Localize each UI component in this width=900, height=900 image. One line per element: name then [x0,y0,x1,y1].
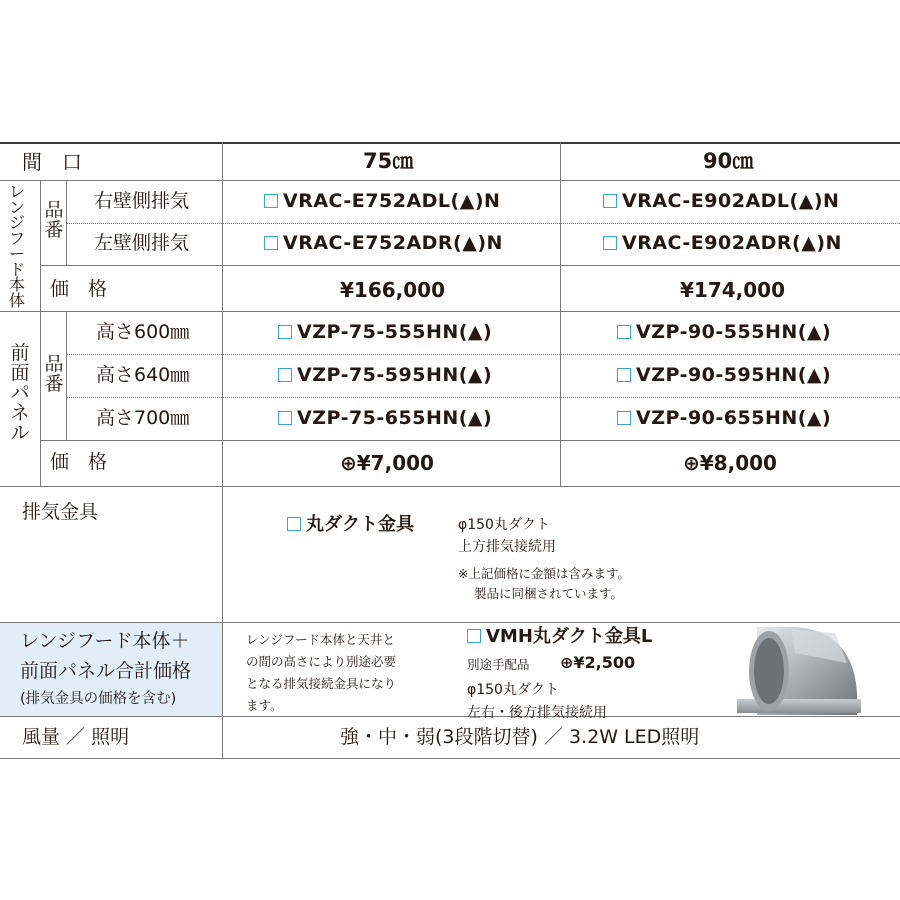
panel-price-90: ⊕¥8,000 [683,451,777,475]
checkbox-icon[interactable] [617,368,631,382]
panel-h700-label: 高さ700㎜ [96,407,190,429]
hood-price-90: ¥174,000 [680,278,786,302]
checkbox-icon[interactable] [287,517,301,531]
checkbox-icon[interactable] [278,325,292,339]
round-duct-fitting[interactable] [287,516,414,534]
checkbox-icon[interactable] [278,411,292,425]
divider-hood-panel [0,311,900,312]
panel-h640-90-text: VZP-90-595HN(▲) [636,364,832,386]
vmh-price: ⊕¥2,500 [560,653,636,672]
airflow-label: 風量 ／ 照明 [22,726,130,748]
hood-price-75: ¥166,000 [340,278,446,302]
checkbox-icon[interactable] [278,368,292,382]
col-divider-code-hood [66,180,67,265]
panel-h600-label: 高さ600㎜ [96,321,190,343]
header-90cm: 90㎝ [703,149,754,173]
exhaust-spec2: 上方排気接続用 [458,539,556,555]
airflow-value: 強・中・弱(3段階切替) ／ 3.2W LED照明 [340,726,700,748]
vmh-fitting-text: VMH丸ダクト金具L [486,626,653,647]
exhaust-spec1: φ150丸ダクト [458,517,550,533]
hood-right-90-code[interactable] [603,192,839,211]
checkbox-icon[interactable] [467,629,481,643]
vmh-spec2: 左右・後方排気接続用 [467,705,607,721]
panel-h700-90-code[interactable] [617,409,831,428]
vmh-fitting[interactable] [467,628,652,646]
panel-h600-75-text: VZP-75-555HN(▲) [297,321,493,343]
vmh-spec1: φ150丸ダクト [467,682,559,698]
panel-price-label: 価 格 [50,451,108,473]
hood-right-90-text: VRAC-E902ADL(▲)N [622,190,840,212]
divider-panel-row1 [66,354,900,355]
hood-left-90-text: VRAC-E902ADR(▲)N [622,232,842,254]
divider-panel-row2 [66,397,900,398]
panel-h700-75-text: VZP-75-655HN(▲) [297,407,493,429]
checkbox-icon[interactable] [603,236,617,250]
table-top-border [0,142,900,144]
hood-left-90-code[interactable] [603,234,842,253]
divider-header [0,180,900,181]
total-label-line2: 前面パネル合計価格 [20,660,192,682]
panel-h700-90-text: VZP-90-655HN(▲) [636,407,832,429]
header-col-label: 間 口 [22,150,82,174]
exhaust-note2: 製品に同梱されています。 [474,586,624,601]
checkbox-icon[interactable] [264,236,278,250]
checkbox-icon[interactable] [617,411,631,425]
panel-h640-label: 高さ640㎜ [96,364,190,386]
col-divider-main [222,142,223,758]
panel-h640-75-text: VZP-75-595HN(▲) [297,364,493,386]
round-duct-fitting-text: 丸ダクト金具 [306,514,414,535]
table-bottom-border [0,758,900,759]
panel-h640-90-code[interactable] [617,366,831,385]
col-divider-section [40,180,41,486]
hood-right-75-code[interactable] [264,192,500,211]
total-desc-line2: の間の高さにより別途必要 [246,654,397,669]
hood-right-exhaust-label: 右壁側排気 [94,190,190,212]
checkbox-icon[interactable] [264,194,278,208]
divider-panel-price [40,440,900,441]
total-desc-line3: となる排気接続金具になり [246,676,397,691]
panel-section-label: 前面パネル [10,342,30,444]
hood-section-label: レンジフード本体 [8,182,25,310]
col-divider-code-panel [66,311,67,440]
header-75cm: 75㎝ [363,149,414,173]
panel-h600-90-text: VZP-90-555HN(▲) [636,321,832,343]
exhaust-note1: ※上記価格に金額は含みます。 [458,566,630,581]
divider-hood-price [40,265,900,266]
duct-fitting-image [735,623,865,718]
hood-price-label: 価 格 [50,278,108,300]
total-label-line1: レンジフード本体＋ [20,630,190,652]
checkbox-icon[interactable] [617,325,631,339]
checkbox-icon[interactable] [603,194,617,208]
hood-code-label: 品番 [44,199,64,241]
divider-hood-codes [66,223,900,224]
panel-h600-90-code[interactable] [617,323,831,342]
hood-left-exhaust-label: 左壁側排気 [94,232,190,254]
exhaust-fitting-label: 排気金具 [22,501,99,523]
panel-h600-75-code[interactable] [278,323,492,342]
total-label-line3: (排気金具の価格を含む) [20,691,177,707]
divider-exhaust [0,486,900,487]
hood-left-75-code[interactable] [264,234,503,253]
col-divider-size [560,142,561,486]
panel-h700-75-code[interactable] [278,409,492,428]
total-desc-line4: ます。 [246,698,283,713]
total-desc-line1: レンジフード本体と天井と [246,632,396,647]
hood-right-75-text: VRAC-E752ADL(▲)N [283,190,501,212]
panel-price-75: ⊕¥7,000 [340,451,434,475]
vmh-sep-label: 別途手配品 [467,657,530,672]
panel-h640-75-code[interactable] [278,366,492,385]
panel-code-label: 品番 [44,353,64,395]
hood-left-75-text: VRAC-E752ADR(▲)N [283,232,503,254]
